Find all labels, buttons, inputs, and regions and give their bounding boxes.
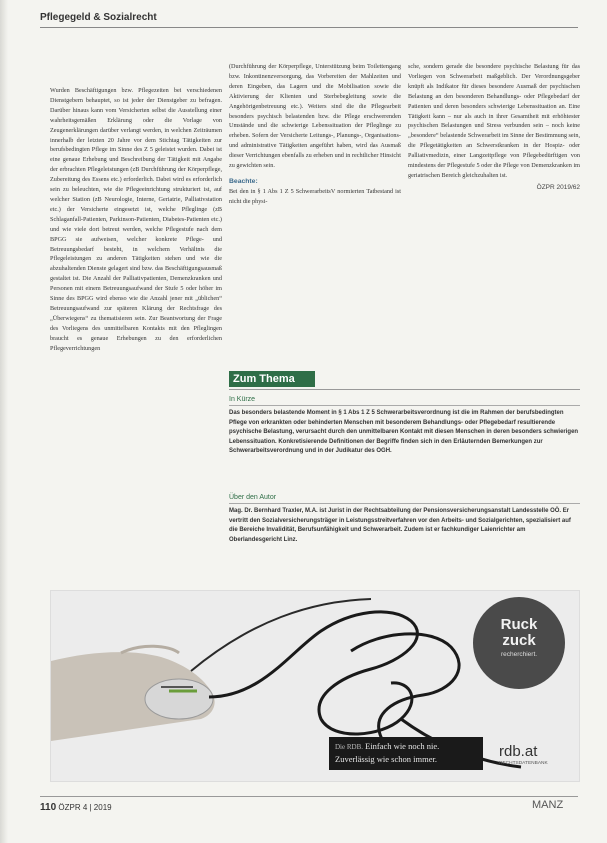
badge-line-2: zuck [502, 632, 536, 649]
text-column-3 [408, 62, 580, 193]
finger-shape [121, 646, 179, 653]
brand-subtitle: RECHTSDATENBANK [499, 761, 548, 766]
slogan-line-1: Einfach wie noch nie. [365, 741, 440, 751]
in-kuerze-rule [229, 405, 580, 406]
in-kuerze-section [229, 396, 580, 457]
section-header: Pflegegeld & Sozialrecht [40, 12, 157, 23]
zum-thema-box: Zum Thema [229, 371, 315, 387]
publisher-logo: MANZ [532, 799, 564, 811]
cable-section-sign [209, 612, 417, 734]
autor-heading: Über den Autor [229, 494, 277, 501]
citation-source: ÖZPR 2019/62 [536, 183, 580, 191]
page-shadow [0, 0, 8, 843]
badge-line-3: recherchiert. [500, 651, 538, 658]
zum-thema-divider [229, 389, 580, 390]
page-number: 110 [40, 802, 57, 813]
rdb-advertisement[interactable] [50, 590, 580, 782]
autor-body: Mag. Dr. Bernhard Traxler, M.A. ist Jurist in der Rechtsabteilung der Pensionsversicherungsanstalt Landesstelle OÖ. Er vertritt den Sozialversicherungsträger in Leistungsstreitverfahren vor den Arbeits- und Sozialgerichten, spezialisiert auf die Bereiche Invalidität, Berufsunfähigkeit und Schwerarbeit. Zudem ist er fachkundiger Laienrichter am Oberlandesgericht Linz. [229, 508, 571, 543]
slogan-line-2: Zuverlässig wie schon immer. [335, 754, 437, 764]
ruck-zuck-badge [473, 597, 565, 689]
footer-divider [40, 796, 578, 797]
autor-section [229, 494, 580, 545]
slogan-prefix: Die RDB. [335, 743, 363, 751]
column-2-text: (Durchführung der Körperpflege, Unterstützung beim Toilettengang bzw. Inkontinenzversorgung, das Vorbereiten der Mahlzeiten und deren Eingeben, das Lagern und die Mobilisation sowie die Aktivierung der Klienten und Sterbebegleitung sowie die Angehörigenbetreuung etc.). Weiters sind die die Pflegearbeit besonders psychisch belastenden bzw. die Pflege erschwerenden Umstände und die schwierige Lebenssituation der Pfleglinge zu erheben. Sofern der Versicherte Leitungs-, Planungs-, Organisations- und administrative Tätigkeiten angeführt haben, wird das Ausmaß dieser Verrichtungen ebenfalls zu erheben und in rechtlicher Hinsicht zu gewichten sein. [229, 63, 401, 170]
ad-slogan [329, 737, 483, 770]
text-column-1 [50, 86, 222, 353]
beachte-note: Bei den in § 1 Abs 1 Z 5 SchwerarbeitsV normierten Tatbestand ist nicht die physi- [229, 187, 401, 205]
brand-name: rdb.at [499, 743, 538, 760]
text-column-2 [229, 62, 401, 207]
column-3-text: sche, sondern gerade die besondere psychische Belastung für das Vorliegen von Schwerarbeit maßgeblich. Der Verordnungsgeber knüpft als Indikator für dieses besondere Ausmaß der psychischen Belastung an den besonderen Behandlungs- oder Pflegebedarf der Patienten und deren besonders schwierige Lebenssituation an. Eine Tätigkeit kann – nur als auch in ihrer Gesamtheit mit erhöhtester psychischen Belastungen und Stress verbunden sein – noch keine „besondere“ belastende Schwerarbeit im Sinne der Bestimmung sein, die Pflegetätigkeiten an Schwerstkranken in der Hospiz- oder Palliativmedizin, einer Langzeitpflege von Pflegebedürftigen von mindestens der Pflegestufe 5 oder die Pflege von Demenzkranken im geriatrischen Bereich gleichzuhalten ist. [408, 63, 580, 179]
in-kuerze-body: Das besonders belastende Moment in § 1 Abs 1 Z 5 Schwerarbeitsverordnung ist die im Rahmen der berufsbedingten Pflege von erkrankten oder behinderten Menschen mit besonderem Behandlungs- oder Pflegebedarf resultierende psychische Belastung, verursacht durch den unmittelbaren Kontakt mit diesen Menschen in deren besonders schwierigen Lebenssituation. Konkretisierende Definitionen der Begriffe finden sich in den Erläuternden Bemerkungen zur Schwerarbeitsverordnung und in der Judikatur des OGH. [229, 410, 579, 455]
in-kuerze-heading: In Kürze [229, 396, 256, 403]
autor-rule [229, 503, 580, 504]
cable-top [191, 599, 371, 671]
footer-page-info [40, 802, 112, 813]
header-divider [40, 27, 578, 28]
mouse-icon [145, 679, 213, 719]
beachte-heading: Beachte: [229, 177, 258, 185]
rdb-logo[interactable] [499, 743, 548, 766]
journal-issue: ÖZPR 4 | 2019 [58, 803, 112, 812]
badge-line-1: Ruck [500, 616, 538, 633]
column-1-text: Wurden Beschäftigungen bzw. Pflegezeiten bei verschiedenen Dienstgebern behauptet, so ist jeder der Dienstgeber zu befragen. Darüber hinaus kann vom Versicherten selbst die Ausstellung einer wahrheitsgemäßen Erklärung oder die Vorlage von Zeugenerklärungen darüber verlangt werden, in welchen Zeiträumen innerhalb der letzten 20 Jahre vor dem Stichtag Tätigkeiten zur berufsbedingten Pflege im Sinne des Z 5 geleistet wurden. Dabei ist eine genaue Erhebung und Beschreibung der Tätigkeit mit Angabe der erbrachten Pflegeleistungen (zB Durchführung der Körperpflege, Zubereitung des Essens etc.) erforderlich. Dabei wird es erforderlich sein zu beleuchten, wie die Pflegeeinrichtung strukturiert ist, auf welcher Station (zB Neurologie, Interne, Geriatrie, Palliativstation etc.) der Versicherte eingesetzt ist, welche Pfleglinge (zB Schlaganfall-Patienten, Parkinson-Patienten, Diabetes-Patienten etc.) und wie viele dort betreut werden, welche Pflegestufe nach dem BPGG sie aufweisen, welcher konkrete Pflege- und Betreuungsbedarf besteht, in welchem Verhältnis die Pflegeleistungen zu anderen Tätigkeiten stehen und wie die abzuhaltenden Dienste gelagert sind bzw. das Beschäftigungsausmaß gestaltet ist. Die Anzahl der Palliativpatienten, Demenzkranken und Personen mit einem Betreuungsaufwand der Stufe 5 oder höher im Sinne des BPGG wird ebenso wie die Anzahl jener mit „üblichen“ Betreuungsaufwand zur späteren Klärung der Rechtsfrage des „Überwiegens“ zu thematisieren sein. Zur Beantwortung der Frage des Vorliegens des unmittelbaren Kontakts mit den Pfleglingen braucht es genaue Erhebungen zu den erforderlichen Pflegeverrichtungen [50, 87, 222, 352]
